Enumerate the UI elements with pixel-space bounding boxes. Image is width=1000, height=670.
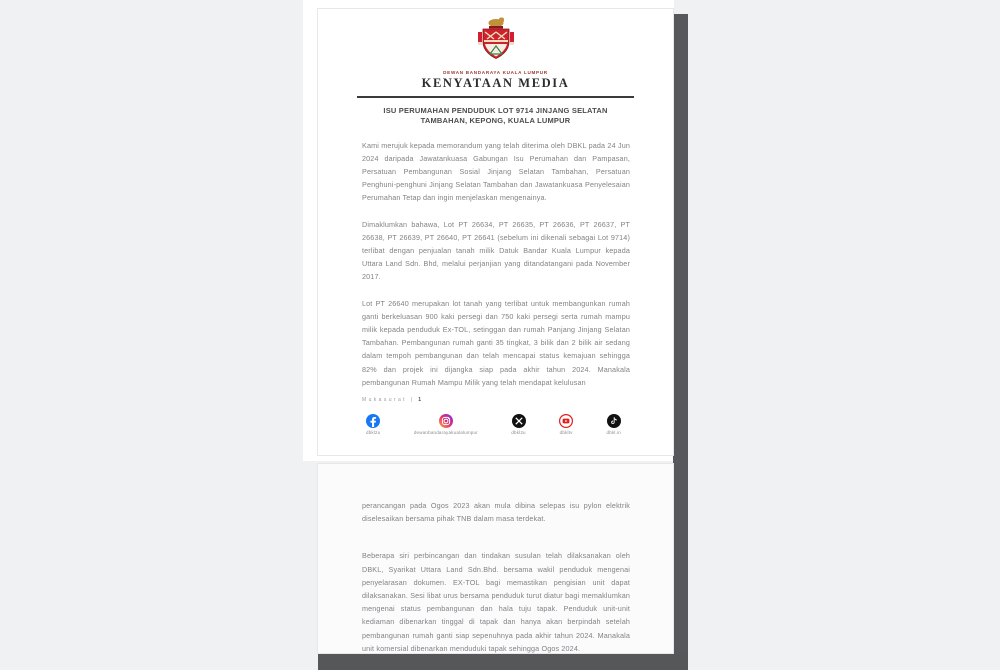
social-link-youtube[interactable] [559,414,573,435]
dbkl-crest-icon [318,16,673,67]
social-link-facebook[interactable] [366,414,380,435]
press-release-page-1 [317,8,674,456]
instagram-handle: dewanbandarayakualalumpur [413,429,478,435]
letterhead-doc-type: KENYATAAN MEDIA [421,76,570,90]
instagram-icon [439,414,453,428]
x-twitter-icon [512,414,526,428]
social-links-row [366,414,621,435]
paragraph-1: Kami merujuk kepada memorandum yang telah diterima oleh DBKL pada 24 Jun 2024 daripada Jawatankuasa Gabungan Isu Perumahan dan Pampasan, Persatuan Pembangunan Sosial Jinjang Selatan Tambahan, Persatuan Penghuni-penghuni Jinjang Selatan Tambahan dan Jawatankuasa Penyelesaian Perumahan Tetap dan ingin menjelaskan mengenainya. [362,140,630,203]
tiktok-icon [607,414,621,428]
facebook-icon [366,414,380,428]
facebook-handle: dbkl2u [366,429,381,435]
paragraph-5: Beberapa siri perbincangan dan tindakan susulan telah dilaksanakan oleh DBKL, Syarikat Uttara Land Sdn.Bhd. bersama wakil penduduk mengenai penyelarasan dokumen. EX-TOL bagi memastikan pengisian unit dapat dilaksanakan. Sesi libat urus bersama penduduk turut diatur bagi memaklumkan mengenai status pembangunan dan hala tuju tapak. Penduduk unit-unit kediaman dibenarkan tinggal di tapak dan hanya akan berpindah setelah pembangunan rumah ganti siap sepenuhnya pada akhir tahun 2024. Manakala unit komersial dibenarkan menduduki tapak sehingga Ogos 2024. [362,551,630,653]
youtube-icon [559,414,573,428]
page-number [362,397,673,403]
paragraph-2: Dimaklumkan bahawa, Lot PT 26634, PT 26635, PT 26636, PT 26637, PT 26638, PT 26639, PT 26640, PT 26641 (sebelum ini dikenali sebagai Lot 9714) terlibat dengan penjualan tanah milik Datuk Bandar Kuala Lumpur kepada Uttara Land Sdn. Bhd, melalui perjanjian yang ditandatangani pada November 2017. [362,219,630,282]
letterhead-organisation: DEWAN BANDARAYA KUALA LUMPUR [443,70,548,75]
social-link-instagram[interactable] [414,414,478,435]
social-link-tiktok[interactable] [607,414,621,435]
youtube-handle: dbkltv [559,429,573,435]
page-number-label: Mukasurat | [362,396,415,403]
social-link-x[interactable] [511,414,525,435]
press-release-page-2 [317,463,674,654]
paragraph-3: Lot PT 26640 merupakan lot tanah yang terlibat untuk membangunkan rumah ganti berkeluasan 900 kaki persegi dan 750 kaki persegi serta rumah mampu milik kepada penduduk Ex-TOL, setinggan dan rumah Panjang Jinjang Selatan Tambahan. Pembangunan rumah ganti 35 tingkat, 3 bilik dan 2 bilik air sedang dalam tempoh pembangunan dan telah mencapai status kemajuan sehingga 82% dan projek ini dijangka siap pada akhir tahun 2024. Manakala pembangunan Rumah Mampu Milik yang telah mendapat kelulusan [362,298,630,387]
document-frame-bottom [318,654,688,670]
document-frame-right [673,14,688,670]
tiktok-handle: dbkl.in [606,429,621,435]
press-release-title: ISU PERUMAHAN PENDUDUK LOT 9714 JINJANG SELATAN TAMBAHAN, KEPONG, KUALA LUMPUR [383,105,608,125]
x-handle: dbkl2u [511,429,526,435]
paragraph-4: perancangan pada Ogos 2023 akan mula dibina selepas isu pylon elektrik diselesaikan bersama pihak TNB dalam masa terdekat. [362,501,630,524]
page-number-value: 1 [418,396,423,403]
letterhead-divider [357,96,634,98]
